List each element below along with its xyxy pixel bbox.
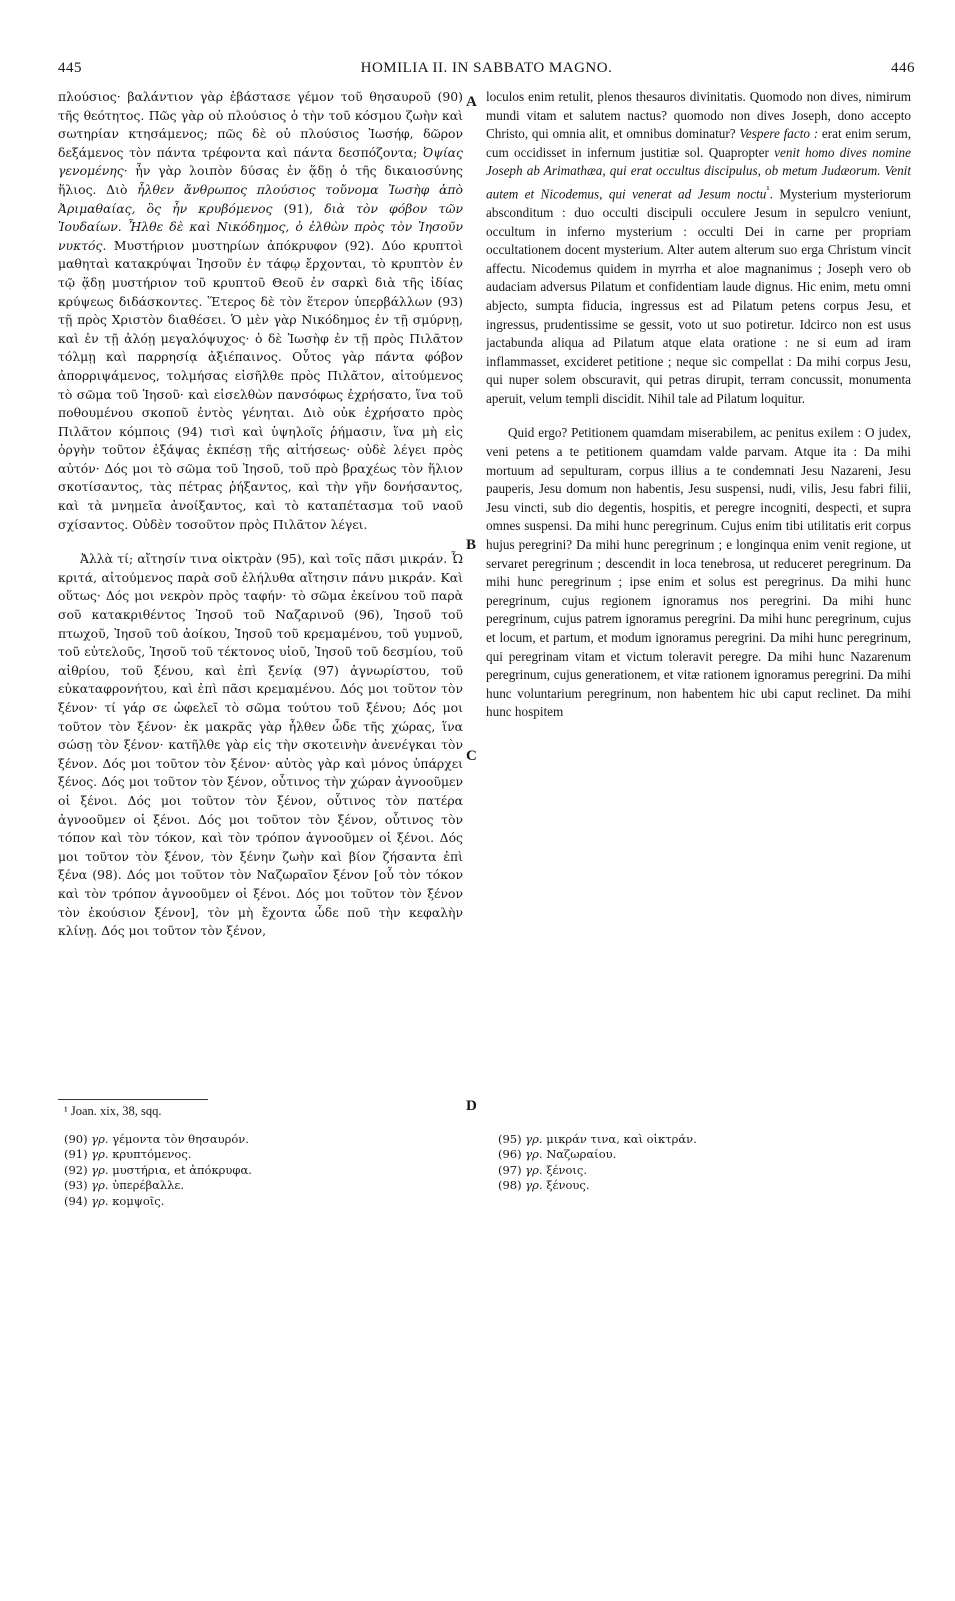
footnote: (97) γρ. ξένοις.: [498, 1162, 588, 1177]
latin-column: [486, 88, 911, 1060]
footnote: (90) γρ. γέμοντα τὸν θησαυρόν.: [64, 1132, 249, 1146]
footnote: (95) γρ. μικράν τινα, καὶ οἰκτράν.: [498, 1132, 697, 1146]
margin-marker-c: C: [466, 748, 477, 764]
scripture-reference-footnote: ¹ Joan. xix, 38, sqq.: [64, 1104, 162, 1118]
footnote: (94) γρ. κομψοῖς.: [64, 1193, 165, 1208]
footnote-rule: [58, 1099, 208, 1100]
variant-footnotes-right: [498, 1132, 898, 1194]
page-number-right: 446: [891, 60, 915, 76]
footnote: (93) γρ. ὑπερέβαλλε.: [64, 1178, 185, 1193]
footnote: (92) γρ. μυστήρια, et ἀπόκρυφα.: [64, 1162, 252, 1177]
greek-paragraph-2: Ἀλλὰ τί; αἴτησίν τινα οἰκτρὰν (95), καὶ τοῖς πᾶσι μικράν. Ὦ κριτά, αἰτούμενος παρὰ σοῦ ἐλήλυθα αἴτησιν πάνυ μικράν. Καὶ οὕτως· Δός μοι νεκρὸν πρὸς ταφήν· τὸ σῶμα ἐκείνου τοῦ παρὰ σοῦ κατακριθέντος Ἰησοῦ τοῦ Ναζαρινοῦ (96), Ἰησοῦ τοῦ πτωχοῦ, Ἰησοῦ τοῦ ἀοίκου, Ἰησοῦ τοῦ κρεμαμένου, τοῦ γυμνοῦ, τοῦ εὐτελοῦς, Ἰησοῦ τοῦ τέκτονος υἱοῦ, Ἰησοῦ τοῦ δεσμίου, τοῦ αἰθρίου, τοῦ ξένου, καὶ ἐπὶ ξενίᾳ (97) ἀγνωρίστου, τοῦ εὐκαταφρονήτου, καὶ ἐπὶ πᾶσι κρεμαμένου. Δός μοι τοῦτον τὸν ξένον· τί γάρ σε ὠφελεῖ τὸ σῶμα τούτου τοῦ ξένου; Δός μοι τοῦτον τὸν ξένον· ἐκ μακρᾶς γὰρ ἦλθεν ὧδε τῆς χώρας, ἵνα σώσῃ τὸν ξένον· κατῆλθε γὰρ εἰς τὴν σκοτεινὴν ἀνενέγκαι τὸν ξένον. Δός μοι τοῦτον τὸν ξένον· αὐτὸς γὰρ καὶ μόνος ὑπάρχει ξένος. Δός μοι τοῦτον τὸν ξένον, οὗτινος τὴν χώραν ἀγνοοῦμεν οἱ ξένοι. Δός μοι τοῦτον τὸν ξένον, οὗτινος τὸν πατέρα ἀγνοοῦμεν οἱ ξένοι. Δός μοι τοῦτον τὸν ξένον, οὗτινος τὸν τόπον καὶ τὸν τόκον, καὶ τὸν τρόπον ἀγνοοῦμεν οἱ ξένοι. Δός μοι τοῦτον τὸν ξένον, τὸν ξένην ζωὴν καὶ βίον ζήσαντα ἐπὶ ξένα (98). Δός μοι τοῦτον τὸν Ναζωραῖον ξένον [οὗ τὸν τόκον καὶ τὸν τρόπον ἀγνοοῦμεν οἱ ξένοι. Δός μοι τοῦτον τὸν ξένον τὸν ἑκούσιον ξένον], τὸν μὴ ἔχοντα ὧδε ποῦ τὴν κεφαλὴν κλίνῃ. Δός μοι τοῦτον τὸν ξένον,: [58, 551, 463, 939]
latin-paragraph-2: Quid ergo? Petitionem quamdam miserabilem, ac penitus exilem : O judex, veni petens a te petitionem quamdam valde parvam. Atque ita : Da mihi mortuum ad sepulturam, corpus illius a te condemnati Jesu Nazareni, Jesu pauperis, Jesu domum non habentis, Jesu suspensi, nudi, vilis, Jesu fabri filii, Jesu vincti, sub dio degentis, hospitis, et peregre incogniti, despecti, et supra omnes suspensi. Da mihi hunc peregrinum. Cujus enim tibi utilitatis erit corpus hujus peregrini? Da mihi hunc peregrinum ; e longinqua enim venit regione, ut servaret peregrinum ; descendit in loca tenebrosa, ut reduceret peregrinum. Da mihi hunc peregrinum ; ipse enim et solus est peregrinus. Da mihi hunc peregrinum, cujus regionem ignoramus nos peregrini. Da mihi hunc peregrinum, cujus patrem ignoramus peregrini. Da mihi hunc peregrinum, cujus et locum, et partum, et modum ignoramus peregrini. Da mihi hunc peregrinum, qui peregrinam vitam et victum toleravit peregre. Da mihi hunc Nazarenum peregrinum, cujus generationem, et vitæ rationem ignoramus peregrini. Da mihi hunc voluntarium peregrinum, non habentem hic ubi caput reclinet. Da mihi hunc hospitem: [486, 425, 911, 720]
greek-column: [58, 88, 463, 1060]
footnote: (98) γρ. ξένους.: [498, 1178, 590, 1193]
greek-paragraph-1: πλούσιος· βαλάντιον γὰρ ἐβάστασε γέμον τοῦ θησαυροῦ (90) τῆς θεότητος. Πῶς γὰρ οὐ πλούσιος ὁ τὴν τοῦ κόσμου ζωὴν καὶ σωτηρίαν κτησάμενος; πῶς δὲ οὐ πλούσιος Ἰωσήφ, δῶρον δεξάμενος τὸν πάντα τρέφοντα καὶ πάντα δεσπόζοντα; Ὀψίας γενομένης· ἦν γὰρ λοιπὸν δύσας ἐν ᾅδῃ ὁ τῆς δικαιοσύνης ἥλιος. Διὸ ἦλθεν ἄνθρωπος πλούσιος τοὔνομα Ἰωσὴφ ἀπὸ Ἀριμαθαίας, ὃς ἦν κρυβόμενος (91), διὰ τὸν φόβον τῶν Ἰουδαίων. Ἦλθε δὲ καὶ Νικόδημος, ὁ ἐλθὼν πρὸς τὸν Ἰησοῦν νυκτός. Μυστήριον μυστηρίων ἀπόκρυφον (92). Δύο κρυπτοὶ μαθηταὶ κατακρύψαι Ἰησοῦν ἐν τάφῳ ἔρχονται, τὸ κρυπτὸν ἐν τῷ ᾅδῃ μυστήριον τοῦ κρυπτοῦ Θεοῦ ἐν σαρκὶ διὰ τῆς ἰδίας κρύψεως διδάσκοντες. Ἕτερος δὲ τὸν ἕτερον ὑπερβάλλων (93) τῇ πρὸς Χριστὸν διαθέσει. Ὁ μὲν γὰρ Νικόδημος ἐν τῇ σμύρνῃ, καὶ ἐν τῇ ἀλόῃ μεγαλόψυχος· ὁ δὲ Ἰωσὴφ ἐν τῇ πρὸς Πιλᾶτον τόλμῃ καὶ παρρησίᾳ ἀξιέπαινος. Οὗτος γὰρ πάντα φόβον ἀπορριψάμενος, τολμήσας εἰσῆλθε πρὸς Πιλᾶτον, αἰτούμενος τὸ σῶμα τοῦ Ἰησοῦ· καὶ εἰσελθὼν πανσόφως ἐχρήσατο, ἵνα τοῦ ποθουμένου σκοποῦ ἐντὸς γένηται. Διὸ οὐκ ἐχρήσατο πρὸς Πιλᾶτον κόμποις (94) τισὶ καὶ ὑψηλοῖς ῥήμασιν, ἵνα μὴ εἰς ὀργὴν τοῦτον ἐξάψας ἐκπέσῃ τῆς αἰτήσεως· οὐδὲ λέγει πρὸς αὐτόν· Δός μοι τὸ σῶμα τοῦ Ἰησοῦ, τοῦ πρὸ βραχέως τὸν ἥλιον σκοτίσαντος, τὰς πέτρας ῥήξαντος, καὶ τὴν γῆν δονήσαντος, καὶ τὰ μνημεῖα ἀνοίξαντος, καὶ τὸ καταπέτασμα τοῦ ναοῦ σχίσαντος. Οὐδὲν τοσοῦτον πρὸς Πιλᾶτον λέγει.: [58, 89, 463, 532]
running-header: [58, 60, 915, 84]
footnote: (91) γρ. κρυπτόμενος.: [64, 1147, 192, 1162]
margin-marker-d: D: [466, 1098, 477, 1114]
page-number-left: 445: [58, 60, 82, 76]
margin-marker-b: B: [466, 537, 477, 553]
latin-paragraph-1: loculos enim retulit, plenos thesauros divinitatis. Quomodo non dives, nimirum mundi vitam et salutem nactus? quomodo non dives Joseph, dono accepto Christo, qui omnia alit, et omnibus dominatur? Vespere facto : erat enim serum, cum occidisset in infernum justitiæ sol. Quapropter venit homo dives nomine Joseph ab Arimathæa, qui erat occultus discipulus, ob metum Judæorum. Venit autem et Nicodemus, qui venerat ad Jesum noctu$^{^1}$. Mysterium mysteriorum absconditum : duo occulti discipuli occulere Jesum in sepulcro veniunt, occultum in inferno mysterium : occulti Dei in carne per propriam occultationem docent mysterium. Alter autem alterum suo erga Christum vincit affectu. Nicodemus quidem in myrrha et aloe magnanimus ; Joseph vero ob audaciam adversus Pilatum et confidentiam laude dignus. Hic enim, metu omni abjecto, sumpta fiducia, ingressus est ad Pilatum petens corpus Jesu, et ingressus, prudentissime se gessit, voto ut suo potiretur. Idcirco non est usus jactabunda aliqua ad Pilatum atque elata oratione : ne si eum ad iram inflammasset, excideret petitione ; neque sic compellat : Da mihi corpus Jesu, qui nuper solem obscuravit, qui petras dirupit, terram concussit, monumenta aperuit, velum templi discidit. Nihil tale ad Pilatum loquitur.: [486, 89, 911, 406]
running-title: HOMILIA II. IN SABBATO MAGNO.: [360, 60, 613, 76]
margin-marker-a: A: [466, 94, 477, 110]
footnote: (96) γρ. Ναζωραίου.: [498, 1147, 617, 1162]
variant-footnotes-left: [64, 1132, 454, 1209]
